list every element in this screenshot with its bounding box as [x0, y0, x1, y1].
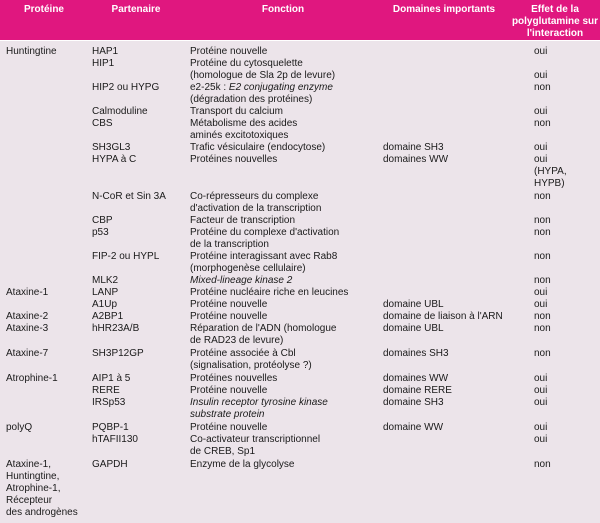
table-cell-c2: CBS — [92, 118, 113, 129]
table-cell-c1: Ataxine-7 — [6, 348, 49, 359]
table-cell-c2: LANP — [92, 287, 119, 298]
table-cell-c5: non — [534, 348, 551, 359]
table-cell-c3: Protéine nouvelle — [190, 311, 268, 322]
table-cell-c5: non — [534, 323, 551, 334]
table-cell-c3: Co-répresseurs du complexe — [190, 191, 319, 202]
table-cell-c3: (homologue de Sla 2p de levure) — [190, 70, 336, 81]
table-cell-c4: domaine UBL — [383, 323, 444, 334]
table-cell-c2: IRSp53 — [92, 397, 126, 408]
table-cell-c5: non — [534, 251, 551, 262]
table-cell-c3: (signalisation, protéolyse ?) — [190, 360, 312, 371]
table-cell-c3: Transport du calcium — [190, 106, 283, 117]
table-cell-c2: N-CoR et Sin 3A — [92, 191, 166, 202]
table-cell-c3: de la transcription — [190, 239, 269, 250]
table-cell-c1: Ataxine-1 — [6, 287, 49, 298]
table-cell-c5: oui — [534, 434, 548, 445]
table-cell-c5: oui — [534, 397, 548, 408]
table-cell-c2: AIP1 à 5 — [92, 373, 131, 384]
table-cell-c4: domaine WW — [383, 422, 444, 433]
table-header — [0, 0, 600, 40]
table-cell-c5: oui — [534, 106, 548, 117]
table-cell-c3: Protéine nouvelle — [190, 385, 268, 396]
table-cell-c3: Enzyme de la glycolyse — [190, 459, 295, 470]
table-cell-c4: domaine UBL — [383, 299, 444, 310]
table-cell-c4: domaines WW — [383, 154, 449, 165]
table-cell-c3: Protéines nouvelles — [190, 154, 278, 165]
table-cell-c5: non — [534, 275, 551, 286]
table-cell-c5: HYPB) — [534, 178, 565, 189]
table-cell-c1: Huntingtine — [6, 46, 57, 57]
table-cell-c2: HIP2 ou HYPG — [92, 82, 160, 93]
table-cell-c3: Protéine nucléaire riche en leucines — [190, 287, 349, 298]
table-cell-c3: Réparation de l'ADN (homologue — [190, 323, 337, 334]
table-cell-c5: oui — [534, 70, 548, 81]
table-cell-c2: PQBP-1 — [92, 422, 129, 433]
table-cell-c5: oui — [534, 385, 548, 396]
table-cell-c3: Protéine du cytosquelette — [190, 58, 303, 69]
table-cell-c3: Co-activateur transcriptionnel — [190, 434, 321, 445]
table-cell-c2: HYPA à C — [92, 154, 137, 165]
table-cell-c5: non — [534, 191, 551, 202]
table-cell-c5: oui — [534, 287, 548, 298]
table-cell-c2: RERE — [92, 385, 120, 396]
table-cell-c5: oui — [534, 299, 548, 310]
table-cell-c2: CBP — [92, 215, 113, 226]
table-cell-c2: HAP1 — [92, 46, 119, 57]
table-cell-c2: hHR23A/B — [92, 323, 140, 334]
table-cell-c3: Protéine interagissant avec Rab8 — [190, 251, 338, 262]
header-partenaire: Partenaire — [111, 4, 161, 15]
table-cell-c5: (HYPA, — [534, 166, 567, 177]
header-domaines: Domaines importants — [392, 4, 496, 15]
table-cell-c3: Protéine nouvelle — [190, 422, 268, 433]
table-cell-c2: FIP-2 ou HYPL — [92, 251, 160, 262]
table-cell-c2: SH3P12GP — [92, 348, 144, 359]
table-cell-c3: Mixed-lineage kinase 2 — [190, 275, 293, 286]
table-cell-c3: Métabolisme des acides — [190, 118, 298, 129]
table-cell-c3: Facteur de transcription — [190, 215, 296, 226]
table-cell-c2: HIP1 — [92, 58, 115, 69]
table-cell-c2: GAPDH — [92, 459, 128, 470]
table-cell-c2: MLK2 — [92, 275, 119, 286]
table-cell-c1: des androgènes — [6, 507, 78, 518]
table-cell-c5: non — [534, 311, 551, 322]
header-proteine: Protéine — [23, 4, 64, 15]
table-cell-c5: oui — [534, 142, 548, 153]
table-cell-c1: Ataxine-3 — [6, 323, 49, 334]
table-cell-c4: domaines WW — [383, 373, 449, 384]
header-effet: Effet de la polyglutamine sur l'interaction — [511, 4, 599, 39]
table-cell-c2: p53 — [92, 227, 109, 238]
table-cell-c3: aminés excitotoxiques — [190, 130, 289, 141]
table-cell-c1: Ataxine-2 — [6, 311, 49, 322]
table-cell-c5: non — [534, 118, 551, 129]
table-cell-c1: Atrophine-1, — [6, 483, 61, 494]
table-cell-c1: Huntingtine, — [6, 471, 60, 482]
header-divider — [0, 40, 600, 41]
table-cell-c3: substrate protein — [190, 409, 265, 420]
table-cell-c5: oui — [534, 422, 548, 433]
header-fonction: Fonction — [261, 4, 305, 15]
table-cell-c4: domaine de liaison à l'ARN — [383, 311, 503, 322]
table-cell-c3: d'activation de la transcription — [190, 203, 322, 214]
table-cell-c2: A1Up — [92, 299, 118, 310]
table-cell-c3: Protéines nouvelles — [190, 373, 278, 384]
table-cell-c4: domaine RERE — [383, 385, 452, 396]
table-cell-c3: Insulin receptor tyrosine kinase — [190, 397, 328, 408]
table-cell-c1: Atrophine-1 — [6, 373, 58, 384]
table-cell-c3: Protéine du complexe d'activation — [190, 227, 340, 238]
table-cell-c3: de CREB, Sp1 — [190, 446, 256, 457]
table-cell-c3: (dégradation des protéines) — [190, 94, 313, 105]
table-cell-c4: domaine SH3 — [383, 142, 444, 153]
table-cell-c5: non — [534, 215, 551, 226]
table-cell-c3: (morphogenèse cellulaire) — [190, 263, 306, 274]
table-cell-c5: oui — [534, 154, 548, 165]
table-cell-c3: Protéine nouvelle — [190, 299, 268, 310]
table-cell-c1: Récepteur — [6, 495, 53, 506]
table-cell-c4: domaine SH3 — [383, 397, 444, 408]
table-cell-c5: non — [534, 82, 551, 93]
table-cell-c5: oui — [534, 373, 548, 384]
table-cell-c1: Ataxine-1, — [6, 459, 52, 470]
table-cell-c3: de RAD23 de levure) — [190, 335, 284, 346]
table-cell-c2: SH3GL3 — [92, 142, 131, 153]
table-cell-c2: Calmoduline — [92, 106, 148, 117]
table-cell-c5: oui — [534, 46, 548, 57]
table-cell-c2: hTAFII130 — [92, 434, 138, 445]
table-cell-c2: A2BP1 — [92, 311, 124, 322]
table-cell-c5: non — [534, 459, 551, 470]
table-cell-c4: domaines SH3 — [383, 348, 449, 359]
table-cell-c3: Protéine associée à Cbl — [190, 348, 296, 359]
table-cell-c5: non — [534, 227, 551, 238]
table-cell-c3: Protéine nouvelle — [190, 46, 268, 57]
table-cell-c3: e2-25k : E2 conjugating enzyme — [190, 82, 333, 93]
table-cell-c3: Trafic vésiculaire (endocytose) — [190, 142, 326, 153]
table-cell-c1: polyQ — [6, 422, 33, 433]
